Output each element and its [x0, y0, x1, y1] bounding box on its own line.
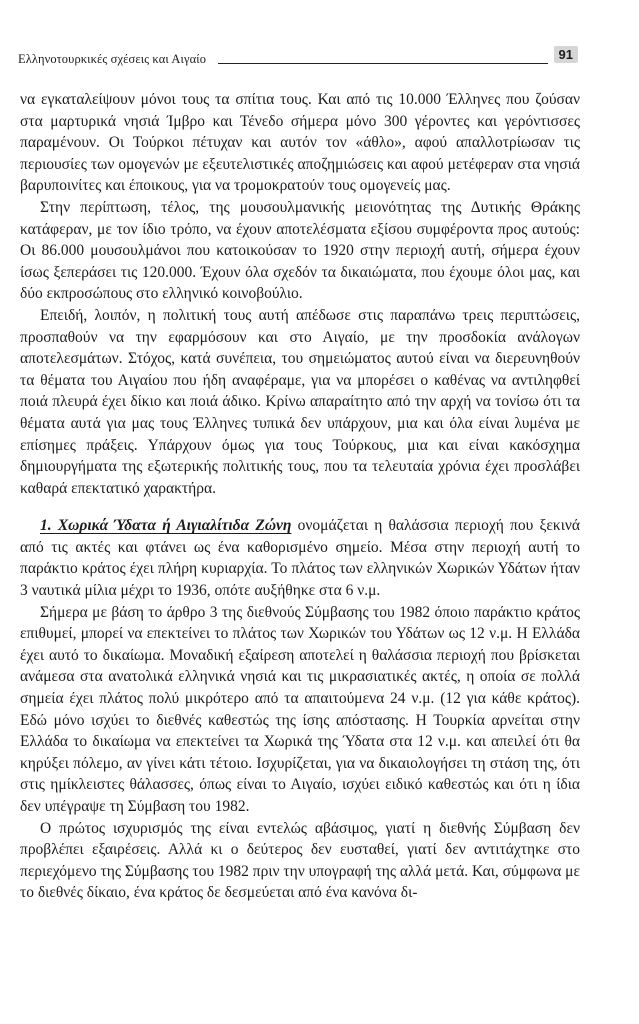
running-title: Ελληνοτουρκικές σχέσεις και Αιγαίο [18, 52, 207, 66]
section-intro-text: ονομάζεται η θαλάσσια περιοχή που ξεκινά από τις ακτές και φτάνει ως ένα καθορισμένο σημείο. Μέσα στην περιοχή αυτή το παράκτιο κράτος έχει πλήρη κυριαρχία. Το πλάτος των ελληνικών Χωρικών Υδάτων ήταν 3 ναυτικά μίλια μέχρι το 1936, οπότε αυξήθηκε στα 6 ν.μ. [20, 517, 580, 600]
page-body [20, 89, 580, 904]
paragraph-first-claim: Ο πρώτος ισχυρισμός της είναι εντελώς αβάσιμος, γιατί η διεθνής Σύμβαση δεν προβλέπει εξαιρέσεις. Αλλά κι ο δεύτερος δεν ευσταθεί, γιατί δεν αντιτάχτηκε στο περιεχόμενο της Σύμβασης του 1982 πριν την υπογραφή της αλλά μετά. Και, σύμφωνα με το διεθνές δίκαιο, ένα κράτος δε δεσμεύεται από ένα κανόνα δι- [20, 819, 580, 902]
section-heading: 1. Χωρικά Ύδατα ή Αιγιαλίτιδα Ζώνη [40, 517, 292, 535]
paragraph-continuation: να εγκαταλείψουν μόνοι τους τα σπίτια τους. Και από τις 10.000 Έλληνες που ζούσαν στα μαρτυρικά νησιά Ίμβρο και Τένεδο σήμερα μόνο 300 γέροντες και γερόντισσες παραμένουν. Οι Τούρκοι πέτυχαν και αυτόν τον «άθλο», αφού απαλλοτρίωσαν τις περιουσίες των ομογενών με εξευτελιστικές αποζημιώσεις και αφού μετέφεραν στα νησιά βαρυποινίτες και έποικους, για να τρομοκρατούν τους ομογενείς μας. [20, 91, 580, 195]
header-rule [218, 63, 548, 64]
paragraph-article3: Σήμερα με βάση το άρθρο 3 της διεθνούς Σύμβασης του 1982 όποιο παράκτιο κράτος επιθυμεί, μπορεί να επεκτείνει το πλάτος των Χωρικών του Υδάτων ως 12 ν.μ. Η Ελλάδα έχει αυτό το δικαίωμα. Μοναδική εξαίρεση αποτελεί η θαλάσσια περιοχή που βρίσκεται ανάμεσα στα ανατολικά ελληνικά νησιά και τις μικρασιατικές ακτές, η οποία σε πολλά σημεία έχει πλάτος πολύ μικρότερο από τα απαιτούμενα 24 ν.μ. (12 για κάθε κράτος). Εδώ μόνο ισχύει το διεθνές καθεστώς της ίσης απόστασης. Η Τουρκία αρνείται στην Ελλάδα το δικαίωμα να επεκτείνει τα Χωρικά της Ύδατα στα 12 ν.μ. και απειλεί ότι θα κηρύξει πόλεμο, αν γίνει κάτι τέτοιο. Ισχυρίζεται, για να δικαιολογήσει τη στάση της, ότι στις ημίκλειστες θάλασσες, όπως είναι το Αιγαίο, ισχύει ειδικό καθεστώς και ότι η ίδια δεν υπέγραψε τη Σύμβαση του 1982. [20, 603, 580, 815]
section-intro-paragraph [20, 515, 580, 601]
page-number: 91 [554, 46, 578, 63]
section-gap [20, 499, 580, 515]
page-header [18, 46, 578, 66]
paragraph-aegean: Επειδή, λοιπόν, η πολιτική τους αυτή απέδωσε στις παραπάνω τρεις περιπτώσεις, προσπαθούν να την εφαρμόσουν και στο Αιγαίο, με την προσδοκία ανάλογων αποτελεσμάτων. Στόχος, κατά συνέπεια, του σημειώματος αυτού είναι να διερευνηθούν τα θέματα του Αιγαίου που ήδη αναφέραμε, για να μπορέσει ο καθένας να αντιληφθεί ποιά πλευρά έχει δίκιο και ποιά άδικο. Κρίνω απαραίτητο από την αρχή να τονίσω ότι τα θέματα αυτά για μας τους Έλληνες τυπικά δεν υπάρχουν, μια και όλα είναι λυμένα με επίσημες πράξεις. Υπάρχουν όμως για τους Τούρκους, μια και είναι κακόσχημα δημιουργήματα της εξωτερικής πολιτικής τους, που τα τελευταία χρόνια έχει προσλάβει καθαρά επεκτατικό χαρακτήρα. [20, 306, 580, 497]
paragraph-thrace: Στην περίπτωση, τέλος, της μουσουλμανικής μειονότητας της Δυτικής Θράκης κατάφεραν, με τον ίδιο τρόπο, να έχουν αποτελέσματα εξίσου συμφέροντα προς αυτούς: Οι 86.000 μουσουλμάνοι που κατοικούσαν το 1920 στην περιοχή αυτή, σήμερα έχουν ίσως ξεπεράσει τις 120.000. Έχουν όλα σχεδόν τα δικαιώματα, που έχουμε όλοι μας, και δύο εκπροσώπους στο ελληνικό κοινοβούλιο. [20, 198, 580, 303]
